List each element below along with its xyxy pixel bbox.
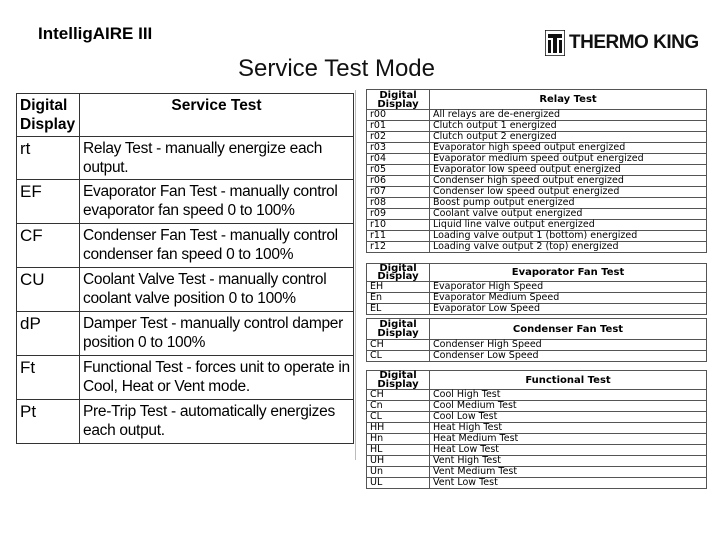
row-code: CF xyxy=(17,224,80,268)
row-description: Pre-Trip Test - automatically energizes each output. xyxy=(80,400,354,444)
row-code: EF xyxy=(17,180,80,224)
table-row xyxy=(367,187,707,198)
brand-logo xyxy=(545,30,699,56)
row-code: UH xyxy=(367,456,430,467)
row-code: r00 xyxy=(367,110,430,121)
row-code: CL xyxy=(367,412,430,423)
table-row xyxy=(17,400,354,444)
row-description: Evaporator Medium Speed xyxy=(430,293,707,304)
table-row xyxy=(367,220,707,231)
row-description: Evaporator low speed output energized xyxy=(430,165,707,176)
row-code: r06 xyxy=(367,176,430,187)
page-title: Service Test Mode xyxy=(238,55,435,82)
row-description: Boost pump output energized xyxy=(430,198,707,209)
row-code: r12 xyxy=(367,242,430,253)
table-row xyxy=(367,304,707,315)
column-header-digital-display: Digital Display xyxy=(17,94,80,137)
row-code: EH xyxy=(367,282,430,293)
table-row xyxy=(367,231,707,242)
table-row xyxy=(367,132,707,143)
row-code: r01 xyxy=(367,121,430,132)
table-row xyxy=(367,434,707,445)
row-code: CH xyxy=(367,340,430,351)
table-row xyxy=(367,282,707,293)
table-row xyxy=(17,137,354,180)
row-code: HH xyxy=(367,423,430,434)
table-row xyxy=(367,209,707,220)
table-row xyxy=(367,154,707,165)
row-description: Vent Low Test xyxy=(430,478,707,489)
table-row xyxy=(367,293,707,304)
thermo-king-logo-icon xyxy=(545,30,565,56)
row-description: Evaporator medium speed output energized xyxy=(430,154,707,165)
row-description: Evaporator Fan Test - manually control evaporator fan speed 0 to 100% xyxy=(80,180,354,224)
row-code: r08 xyxy=(367,198,430,209)
row-description: Vent High Test xyxy=(430,456,707,467)
row-code: Ft xyxy=(17,356,80,400)
row-description: Coolant Valve Test - manually control coolant valve position 0 to 100% xyxy=(80,268,354,312)
row-description: Condenser High Speed xyxy=(430,340,707,351)
table-row xyxy=(17,180,354,224)
table-row xyxy=(367,340,707,351)
row-description: Evaporator Low Speed xyxy=(430,304,707,315)
row-code: En xyxy=(367,293,430,304)
row-description: Liquid line valve output energized xyxy=(430,220,707,231)
row-code: r10 xyxy=(367,220,430,231)
row-code: r07 xyxy=(367,187,430,198)
row-description: Cool High Test xyxy=(430,390,707,401)
column-header-digital-display: Digital Display xyxy=(367,319,430,340)
evaporator-fan-test-table xyxy=(366,263,707,315)
column-header-digital-display: Digital Display xyxy=(367,264,430,282)
table-row xyxy=(367,423,707,434)
table-header-row xyxy=(367,264,707,282)
row-description: Coolant valve output energized xyxy=(430,209,707,220)
table-row xyxy=(367,143,707,154)
row-description: Damper Test - manually control damper position 0 to 100% xyxy=(80,312,354,356)
row-code: r02 xyxy=(367,132,430,143)
brand-name: THERMO KING xyxy=(569,32,699,53)
table-row xyxy=(367,165,707,176)
column-header-digital-display: Digital Display xyxy=(367,90,430,110)
row-description: Heat High Test xyxy=(430,423,707,434)
row-code: r04 xyxy=(367,154,430,165)
row-description: Functional Test - forces unit to operate in Cool, Heat or Vent mode. xyxy=(80,356,354,400)
column-header-service-test: Service Test xyxy=(80,94,354,137)
row-description: Cool Low Test xyxy=(430,412,707,423)
row-code: Cn xyxy=(367,401,430,412)
row-description: Loading valve output 1 (bottom) energized xyxy=(430,231,707,242)
table-row xyxy=(17,356,354,400)
table-row xyxy=(367,478,707,489)
row-description: Condenser high speed output energized xyxy=(430,176,707,187)
table-row xyxy=(367,110,707,121)
product-name: IntelligAIRE III xyxy=(38,24,153,43)
condenser-fan-test-table xyxy=(366,318,707,362)
row-code: rt xyxy=(17,137,80,180)
row-code: HL xyxy=(367,445,430,456)
table-row xyxy=(367,176,707,187)
relay-test-table xyxy=(366,89,707,253)
row-description: Heat Medium Test xyxy=(430,434,707,445)
table-row xyxy=(367,467,707,478)
row-code: r09 xyxy=(367,209,430,220)
row-description: Heat Low Test xyxy=(430,445,707,456)
column-header-evaporator-fan-test: Evaporator Fan Test xyxy=(430,264,707,282)
row-description: Clutch output 1 energized xyxy=(430,121,707,132)
row-description: All relays are de-energized xyxy=(430,110,707,121)
row-description: Cool Medium Test xyxy=(430,401,707,412)
column-header-functional-test: Functional Test xyxy=(430,371,707,390)
row-description: Clutch output 2 energized xyxy=(430,132,707,143)
table-row xyxy=(367,456,707,467)
row-code: Pt xyxy=(17,400,80,444)
row-description: Evaporator High Speed xyxy=(430,282,707,293)
table-row xyxy=(17,268,354,312)
table-row xyxy=(17,312,354,356)
table-row xyxy=(367,198,707,209)
divider xyxy=(355,90,360,460)
row-description: Condenser Fan Test - manually control condenser fan speed 0 to 100% xyxy=(80,224,354,268)
table-row xyxy=(367,445,707,456)
table-row xyxy=(367,242,707,253)
table-header-row xyxy=(367,371,707,390)
row-code: UL xyxy=(367,478,430,489)
row-description: Condenser low speed output energized xyxy=(430,187,707,198)
row-code: Hn xyxy=(367,434,430,445)
table-header-row xyxy=(17,94,354,137)
row-code: CH xyxy=(367,390,430,401)
column-header-relay-test: Relay Test xyxy=(430,90,707,110)
row-description: Loading valve output 2 (top) energized xyxy=(430,242,707,253)
row-code: r03 xyxy=(367,143,430,154)
row-code: CU xyxy=(17,268,80,312)
row-description: Vent Medium Test xyxy=(430,467,707,478)
table-row xyxy=(367,121,707,132)
row-description: Evaporator high speed output energized xyxy=(430,143,707,154)
row-code: dP xyxy=(17,312,80,356)
row-code: r11 xyxy=(367,231,430,242)
row-code: r05 xyxy=(367,165,430,176)
row-code: Un xyxy=(367,467,430,478)
table-row xyxy=(17,224,354,268)
table-row xyxy=(367,401,707,412)
table-row xyxy=(367,351,707,362)
row-code: CL xyxy=(367,351,430,362)
table-header-row xyxy=(367,319,707,340)
column-header-condenser-fan-test: Condenser Fan Test xyxy=(430,319,707,340)
row-description: Condenser Low Speed xyxy=(430,351,707,362)
row-code: EL xyxy=(367,304,430,315)
functional-test-table xyxy=(366,370,707,489)
column-header-digital-display: Digital Display xyxy=(367,371,430,390)
table-header-row xyxy=(367,90,707,110)
table-row xyxy=(367,390,707,401)
row-description: Relay Test - manually energize each output. xyxy=(80,137,354,180)
table-row xyxy=(367,412,707,423)
service-test-table xyxy=(16,93,354,444)
